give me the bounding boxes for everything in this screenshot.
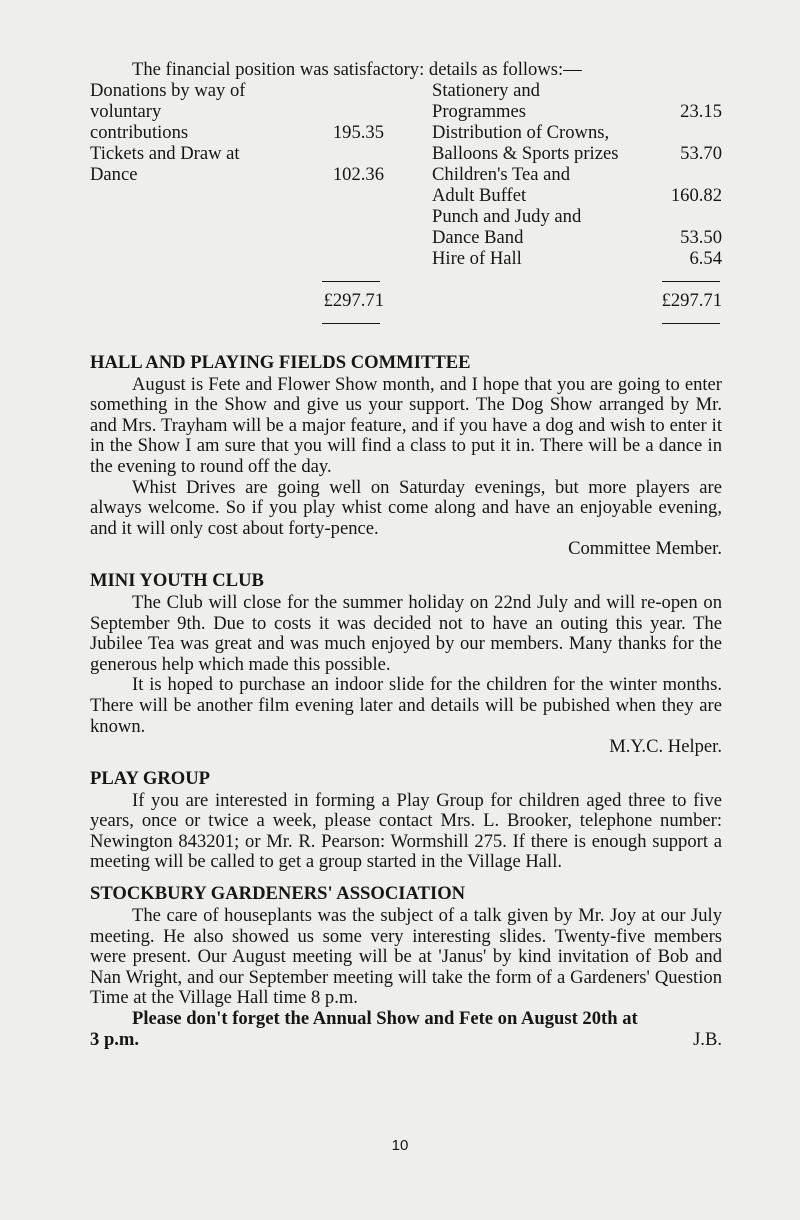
expense-label: Distribution of Crowns, — [432, 121, 610, 143]
expense-label: Punch and Judy and — [432, 205, 582, 227]
page-number: 10 — [391, 1137, 409, 1154]
paragraph: It is hoped to purchase an indoor slide for the children for the winter months. There will be another film evening later and details will be pubished when they are known. — [90, 674, 722, 737]
reminder-time: 3 p.m. — [90, 1028, 140, 1050]
garden-section — [90, 883, 722, 1050]
expense-label: Children's Tea and — [432, 163, 571, 185]
income-label: voluntary — [90, 100, 162, 122]
income-amount: 102.36 — [332, 163, 384, 185]
income-label: contributions — [90, 121, 189, 143]
total-rule — [322, 323, 380, 324]
expense-label: Balloons & Sports prizes — [432, 142, 619, 164]
total-rule — [662, 323, 720, 324]
income-label: Donations by way of — [90, 79, 246, 101]
income-amount: 195.35 — [332, 121, 384, 143]
expense-amount: 23.15 — [680, 100, 722, 122]
total-rule — [662, 281, 720, 282]
expense-amount: 160.82 — [670, 184, 722, 206]
reminder-row — [90, 1030, 722, 1051]
income-label: Dance — [90, 163, 138, 185]
financial-statement — [90, 81, 722, 353]
income-label: Tickets and Draw at — [90, 142, 240, 164]
play-section — [90, 768, 722, 873]
section-heading: STOCKBURY GARDENERS' ASSOCIATION — [90, 883, 466, 905]
expense-label: Hire of Hall — [432, 247, 522, 269]
signature: Committee Member. — [568, 538, 722, 560]
expense-amount: 53.50 — [680, 226, 722, 248]
youth-section — [90, 570, 722, 758]
finance-intro: The financial position was satisfactory: details as follows:— — [132, 59, 582, 80]
expense-label: Stationery and — [432, 79, 540, 101]
income-total: £297.71 — [323, 289, 384, 311]
paragraph: Whist Drives are going well on Saturday evenings, but more players are always welcome. So if you play whist come along and have an enjoyable evening, and it will only cost about forty-pence. — [90, 476, 722, 539]
paragraph: The care of houseplants was the subject of a talk given by Mr. Joy at our July meeting. He also showed us some very interesting slides. Twenty-five members were present. Our August meeting will be at 'Janus' by kind invitation of Bob and Nan Wright, and our September meeting will take the form of a Gardeners' Question Time at the Village Hall time 8 p.m. — [90, 905, 722, 1009]
expense-label: Programmes — [432, 100, 526, 122]
reminder: Please don't forget the Annual Show and Fete on August 20th at — [132, 1008, 638, 1030]
expense-amount: 6.54 — [689, 247, 722, 269]
section-heading: PLAY GROUP — [90, 767, 211, 789]
paragraph: If you are interested in forming a Play Group for children aged three to five years, once or twice a week, please contact Mrs. L. Brooker, telephone number: Newington 843201; or Mr. R. Pearson: Wormshill 275. If there is enough support a meeting will be called to get a group started in the Village Hall. — [90, 789, 722, 873]
signature: M.Y.C. Helper. — [609, 736, 722, 758]
expense-label: Adult Buffet — [432, 184, 527, 206]
total-rule — [322, 281, 380, 282]
section-heading: HALL AND PLAYING FIELDS COMMITTEE — [90, 351, 471, 373]
section-heading: MINI YOUTH CLUB — [90, 569, 264, 591]
expenditure-total: £297.71 — [661, 289, 722, 311]
paragraph: August is Fete and Flower Show month, and I hope that you are going to enter something in the Show and give us your support. The Dog Show arranged by Mr. and Mrs. Trayham will be a major feature, and if you have a dog and wish to enter it in the Show I am sure that you will find a class to put it in. There will be a dance in the evening to round off the day. — [90, 373, 722, 477]
paragraph: The Club will close for the summer holiday on 22nd July and will re-open on September 9th. Due to costs it was decided not to have an outing this year. The Jubilee Tea was great and was much enjoyed by our members. Many thanks for the generous help which made this possible. — [90, 591, 722, 675]
signature: J.B. — [693, 1028, 722, 1050]
hall-section — [90, 352, 722, 560]
expense-amount: 53.70 — [680, 142, 722, 164]
expense-label: Dance Band — [432, 226, 524, 248]
